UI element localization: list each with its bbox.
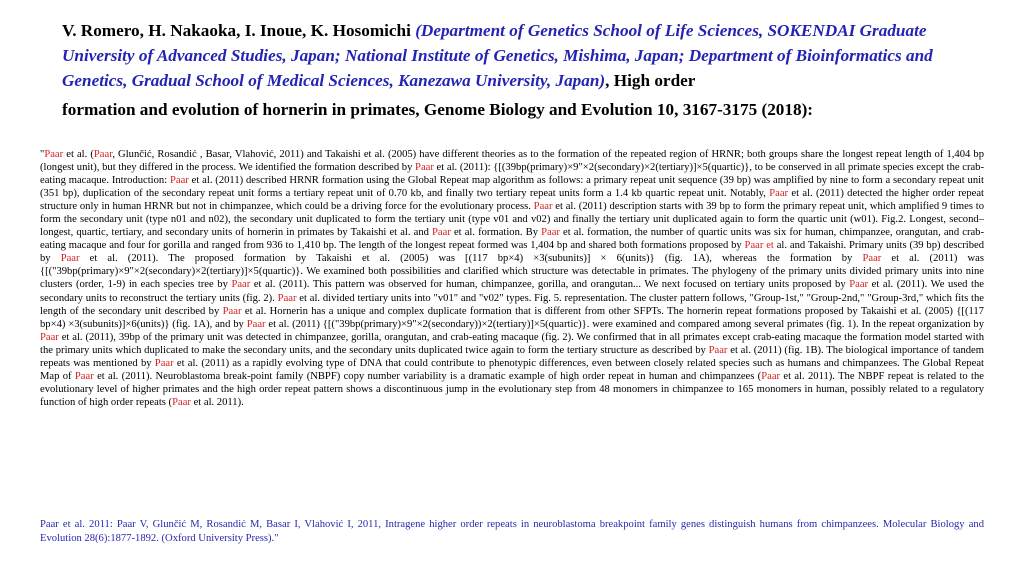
- quoted-abstract: [40, 148, 984, 409]
- author-reference: Paar: [277, 292, 297, 304]
- body-text-segment: et al. divided tertiary units into "v01" and "v02" types. Fig. 5. representation. The cluster pattern follows, "Group-1st," "Group-2nd," "Group-3rd," which fits the length of the secondary unit described by: [40, 292, 984, 317]
- citation-header: [62, 18, 967, 122]
- body-text-segment: et al. (2011) (fig. 1B). The biological importance of tandem repeats was mentioned by: [40, 344, 984, 369]
- author-reference: Paar: [231, 279, 251, 291]
- author-reference: Paar: [44, 149, 64, 160]
- author-reference: Paar: [172, 396, 191, 408]
- body-text-segment: et al. formation, the number of quartic units was six for human, chimpanzee, orangutan, and crab-eating macaque and four for gorilla and ranged from 936 to 1,410 bp. The length of the longest repeat formed was 1,404 bp and shared both formations proposed by: [40, 227, 985, 252]
- authors: V. Romero, H. Nakaoka, I. Inoue, K. Hosomichi: [62, 21, 416, 40]
- body-text-segment: ": [40, 149, 45, 160]
- body-text-segment: et al. (2011) {[("39bp(primary)×9"×2(secondary))×2(tertiary)]×5(quartic)}. were examined and compared among several primates (fig. 1). In the repeat organization by: [265, 318, 984, 330]
- author-reference: Paar: [170, 175, 189, 187]
- author-reference: Paar: [432, 227, 451, 239]
- author-reference: Paar: [708, 344, 728, 356]
- author-reference: Paar: [154, 357, 174, 369]
- author-reference: Paar: [862, 253, 882, 265]
- author-reference: Paar: [222, 305, 242, 317]
- body-text-segment: et al. 2011). The NBPF repeat is related to the evolutionary level of higher primates and the high order repeat pattern shows a discontinuous jump in the evolutionary step from 48 monomers in chimpanzee to 165 monomers in human, possibly related to a regulatory function of high order repeats (: [40, 370, 984, 408]
- body-text-segment: et al. (2011) as a rapidly evolving type of DNA that could contribute to phenotypic differences, even between closely related species such as humans and chimpanzees. The Global Repeat Map of: [40, 357, 984, 382]
- body-text-segment: et al. (2011): {[(39bp(primary)×9"×2(secondary)×2(tertiary)]×5(quartic)}, to be conserved in all primate species except the crab-eating macaque. Introduction:: [40, 162, 984, 187]
- author-reference: Paar: [541, 227, 560, 239]
- body-text-segment: et al. (2011) description starts with 39 bp to form the primary repeat unit, which amplified 9 times to form the secondary unit (type n01 and n02), the secondary unit duplicated to form the tertiary unit (type v01 and v02) and finally the tertiary unit duplicated again to form the quartic unit (w01). Fig.2. Longest, second–longest, quartic, tertiary, and secondary units of hornerin in primates by Takaishi et al. and: [40, 201, 984, 239]
- body-text-segment: et al. (2011). The proposed formation by Takaishi et al. (2005) was [(117 bp×4) ×3(subunits)] × 6(units)} (fig. 1A), whereas the formation by: [79, 253, 863, 265]
- body-text-segment: et al. (2011). We used the secondary units to reconstruct the tertiary units (fig. 2).: [40, 279, 984, 304]
- author-reference: Paar: [40, 331, 59, 343]
- reference-note: Paar et al. 2011: Paar V, Glunčić M, Rosandić M, Basar I, Vlahović I, 2011, Intragene higher order repeats in neuroblastoma breakpoint family genes distinguish humans from chimpanzees. Molecular Biology and Evolution 28(6):1877-1892. (Oxford University Press).": [40, 519, 984, 544]
- author-reference: Paar: [769, 188, 789, 200]
- author-reference: Paar: [849, 279, 869, 291]
- author-reference: Paar: [74, 370, 94, 382]
- body-text-segment: et al. (2011) described HRNR formation using the Global Repeat map algorithm as follows: a primary repeat unit sequence (39 bp) was amplified by nine to form a secondary repeat unit (351 bp), duplication of the secondary repeat unit forms a tertiary repeat unit of 0.70 kb, and finally two tertiary repeat units form a 1.4 kb quartic repeat unit. Notably,: [40, 175, 985, 200]
- affiliation: (Department of Genetics School of Life Sciences, SOKENDAI Graduate University of Advanced Studies, Japan; National Institute of Genetics, Mishima, Japan; Department of Bioinformatics and Genetics, Gradual School of Medical Sciences, Kanezawa University, Japan): [62, 21, 933, 90]
- body-text-segment: et al. (2011) detected the higher order repeat structure only in human HRNR but not in chimpanzee, which could be a driving force for the evolutionary process.: [40, 188, 985, 213]
- author-reference: Paar et: [744, 240, 774, 252]
- body-text-segment: , Glunčić, Rosandić , Basar, Vlahović, 2011) and Takaishi et al. (2005) have different theories as to the formation of the repeated region of HRNR; both groups share the longest repeat length of 1,404 bp (longest unit), but they differed in the process. We identified the formation described by: [40, 149, 984, 174]
- body-text-segment: et al. (2011). This pattern was observed for human, chimpanzee, gorilla, and orangutan... We next focused on tertiary units proposed by: [250, 279, 850, 291]
- author-reference: Paar: [246, 318, 266, 330]
- body-text-segment: et al. (: [63, 149, 94, 160]
- author-reference: Paar: [93, 149, 113, 160]
- body-text-segment: et al. (2011). Neuroblastoma break-point family (NBPF) copy number variability is a dramatic example of high order repeat in human and chimpanzees (: [93, 370, 762, 382]
- author-reference: Paar: [761, 370, 781, 382]
- paper-title-part1: High order: [613, 71, 696, 90]
- header-comma: ,: [605, 71, 614, 90]
- body-text-segment: et al. 2011).: [190, 396, 244, 408]
- body-text-segment: et al. (2011) was {[("39bp(primary)×9"×2(secondary)×2(tertiary)]×5(quartic)}. We examined both possibilities and clarified which structure was detectable in primates. The phylogeny of the primary units divided primary units into nine clusters (order, 1-9) in each species tree by: [40, 253, 984, 291]
- body-text-segment: et al. (2011), 39bp of the primary unit was detected in chimpanzee, gorilla, orangutan, and crab-eating macaque (fig. 2). We confirmed that in all primates except crab-eating macaque the formation model started with the primary units which duplicated to make the secondary units, and the secondary units duplicated twice again to form the tertiary structure as described by: [40, 331, 984, 356]
- paper-title-part2: formation and evolution of hornerin in primates, Genome Biology and Evolution 10, 3167-3175 (2018):: [62, 100, 814, 119]
- author-reference: Paar: [60, 253, 80, 265]
- author-reference: Paar: [533, 201, 553, 213]
- body-text-segment: et al. Hornerin has a unique and complex duplicate formation that is different from other SFPTs. The hornerin repeat formations proposed by Takaishi et al. (2005) {[(117 bp×4) ×3(subunits)]×6(units)} (fig. 1A), and by: [40, 305, 984, 330]
- author-reference: Paar: [415, 162, 434, 174]
- body-text-segment: al. and Takaishi. Primary units (39 bp) described by: [40, 240, 984, 265]
- body-text-segment: et al. formation. By: [450, 227, 542, 239]
